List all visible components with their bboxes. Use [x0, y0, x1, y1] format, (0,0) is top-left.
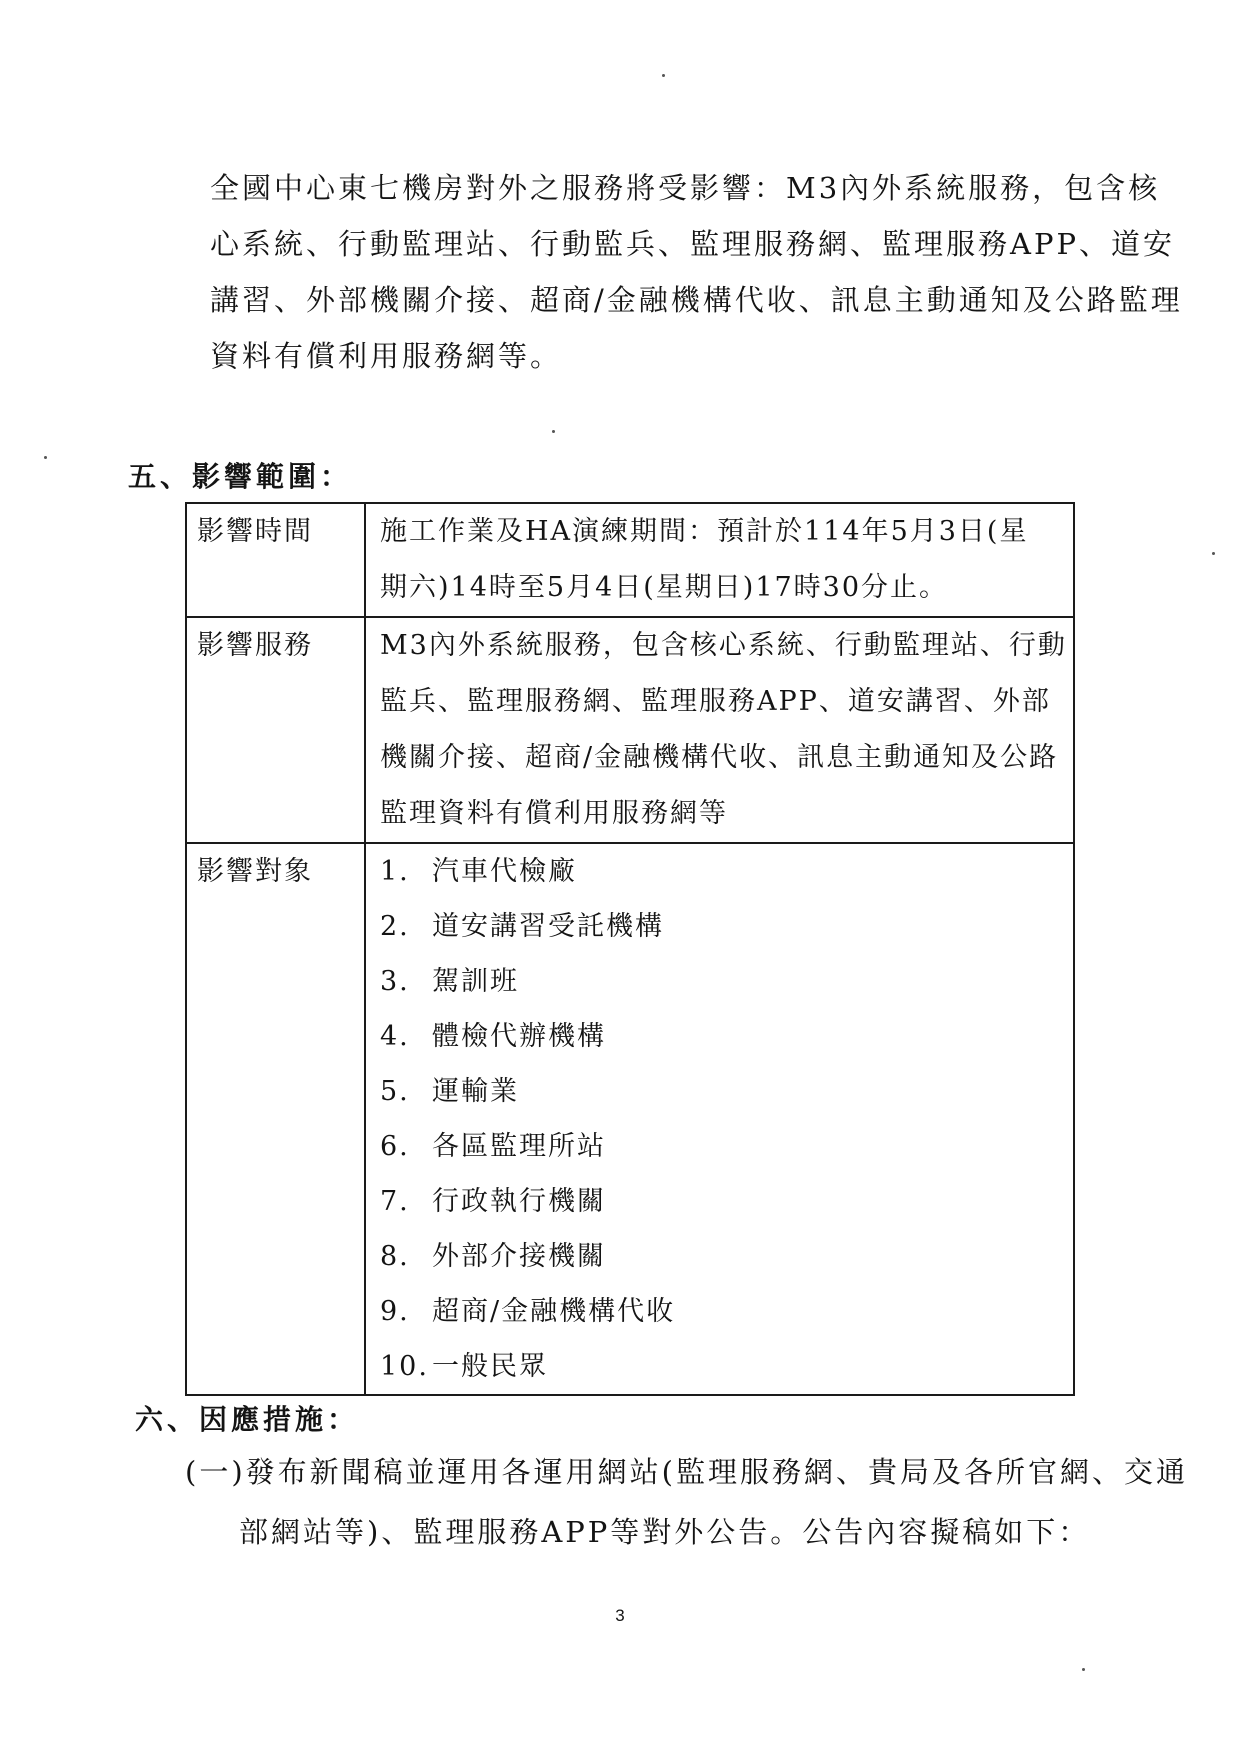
- scan-speck: [552, 430, 555, 433]
- list-item-text: 體檢代辦機構: [432, 1021, 606, 1052]
- list-item: [380, 844, 1073, 899]
- list-item-text: 行政執行機關: [432, 1186, 606, 1217]
- list-item: [380, 1119, 1073, 1174]
- section-6-heading: 六、因應措施：: [135, 1403, 360, 1436]
- impact-service-line: 監兵、監理服務網、監理服務APP、道安講習、外部: [380, 686, 1051, 717]
- row-label-cell: [186, 503, 365, 617]
- impact-target-label: 影響對象: [197, 856, 313, 887]
- list-item-text: 運輸業: [432, 1076, 519, 1107]
- impact-service-line: 機關介接、超商/金融機構代收、訊息主動通知及公路: [380, 742, 1059, 773]
- intro-paragraph: [210, 160, 1183, 384]
- list-item-number: 5.: [380, 1076, 410, 1107]
- list-item-text: 道安講習受託機構: [432, 911, 664, 942]
- list-item-number: 3.: [380, 966, 410, 997]
- impact-target-content: [365, 843, 1074, 1395]
- list-item: [380, 1229, 1073, 1284]
- impact-time-line: 期六)14時至5月4日(星期日)17時30分止。: [380, 572, 949, 603]
- list-item-text: 各區監理所站: [432, 1131, 606, 1162]
- scan-speck: [1082, 1668, 1085, 1671]
- measure-line: (一)發布新聞稿並運用各運用網站(監理服務網、貴局及各所官網、交通: [185, 1455, 1188, 1489]
- impact-service-line: M3內外系統服務，包含核心系統、行動監理站、行動: [380, 630, 1067, 661]
- scan-speck: [662, 74, 665, 77]
- target-list: [380, 844, 1073, 1394]
- list-item-text: 汽車代檢廠: [432, 856, 577, 887]
- impact-service-content: [365, 617, 1074, 843]
- list-item: [380, 1174, 1073, 1229]
- scan-speck: [44, 456, 47, 459]
- list-item-text: 超商/金融機構代收: [432, 1296, 676, 1327]
- impact-service-row: [186, 617, 1074, 843]
- intro-line: 全國中心東七機房對外之服務將受影響：M3內外系統服務，包含核: [210, 171, 1161, 205]
- impact-time-line: 施工作業及HA演練期間：預計於114年5月3日(星: [380, 516, 1029, 547]
- measure-item-1: [185, 1442, 1188, 1562]
- list-item: [380, 954, 1073, 1009]
- impact-scope-table: [185, 502, 1075, 1396]
- list-item-text: 外部介接機關: [432, 1241, 606, 1272]
- intro-line: 資料有償利用服務網等。: [210, 339, 563, 373]
- list-item-number: 2.: [380, 911, 410, 942]
- list-item-number: 9.: [380, 1296, 410, 1327]
- row-label-cell: [186, 617, 365, 843]
- scan-speck: [1212, 552, 1215, 555]
- list-item-text: 駕訓班: [432, 966, 519, 997]
- section-5-heading: 五、影響範圍：: [128, 460, 353, 493]
- measure-line: 部網站等)、監理服務APP等對外公告。公告內容擬稿如下：: [239, 1515, 1091, 1549]
- impact-time-content: [365, 503, 1074, 617]
- intro-line: 講習、外部機關介接、超商/金融機構代收、訊息主動通知及公路監理: [210, 283, 1183, 317]
- intro-line: 心系統、行動監理站、行動監兵、監理服務網、監理服務APP、道安: [210, 227, 1175, 261]
- list-item-number: 1.: [380, 856, 410, 887]
- list-item-number: 4.: [380, 1021, 410, 1052]
- list-item: [380, 1339, 1073, 1394]
- list-item-number: 8.: [380, 1241, 410, 1272]
- list-item: [380, 899, 1073, 954]
- list-item-number: 10.: [380, 1351, 429, 1382]
- list-item-number: 6.: [380, 1131, 410, 1162]
- impact-time-label: 影響時間: [197, 516, 313, 547]
- impact-target-row: [186, 843, 1074, 1395]
- list-item-number: 7.: [380, 1186, 410, 1217]
- impact-service-line: 監理資料有償利用服務網等: [380, 798, 728, 829]
- impact-service-label: 影響服務: [197, 630, 313, 661]
- row-label-cell: [186, 843, 365, 1395]
- impact-time-row: [186, 503, 1074, 617]
- list-item: [380, 1009, 1073, 1064]
- list-item-text: 一般民眾: [432, 1351, 548, 1382]
- page-number: 3: [615, 1606, 625, 1625]
- list-item: [380, 1284, 1073, 1339]
- list-item: [380, 1064, 1073, 1119]
